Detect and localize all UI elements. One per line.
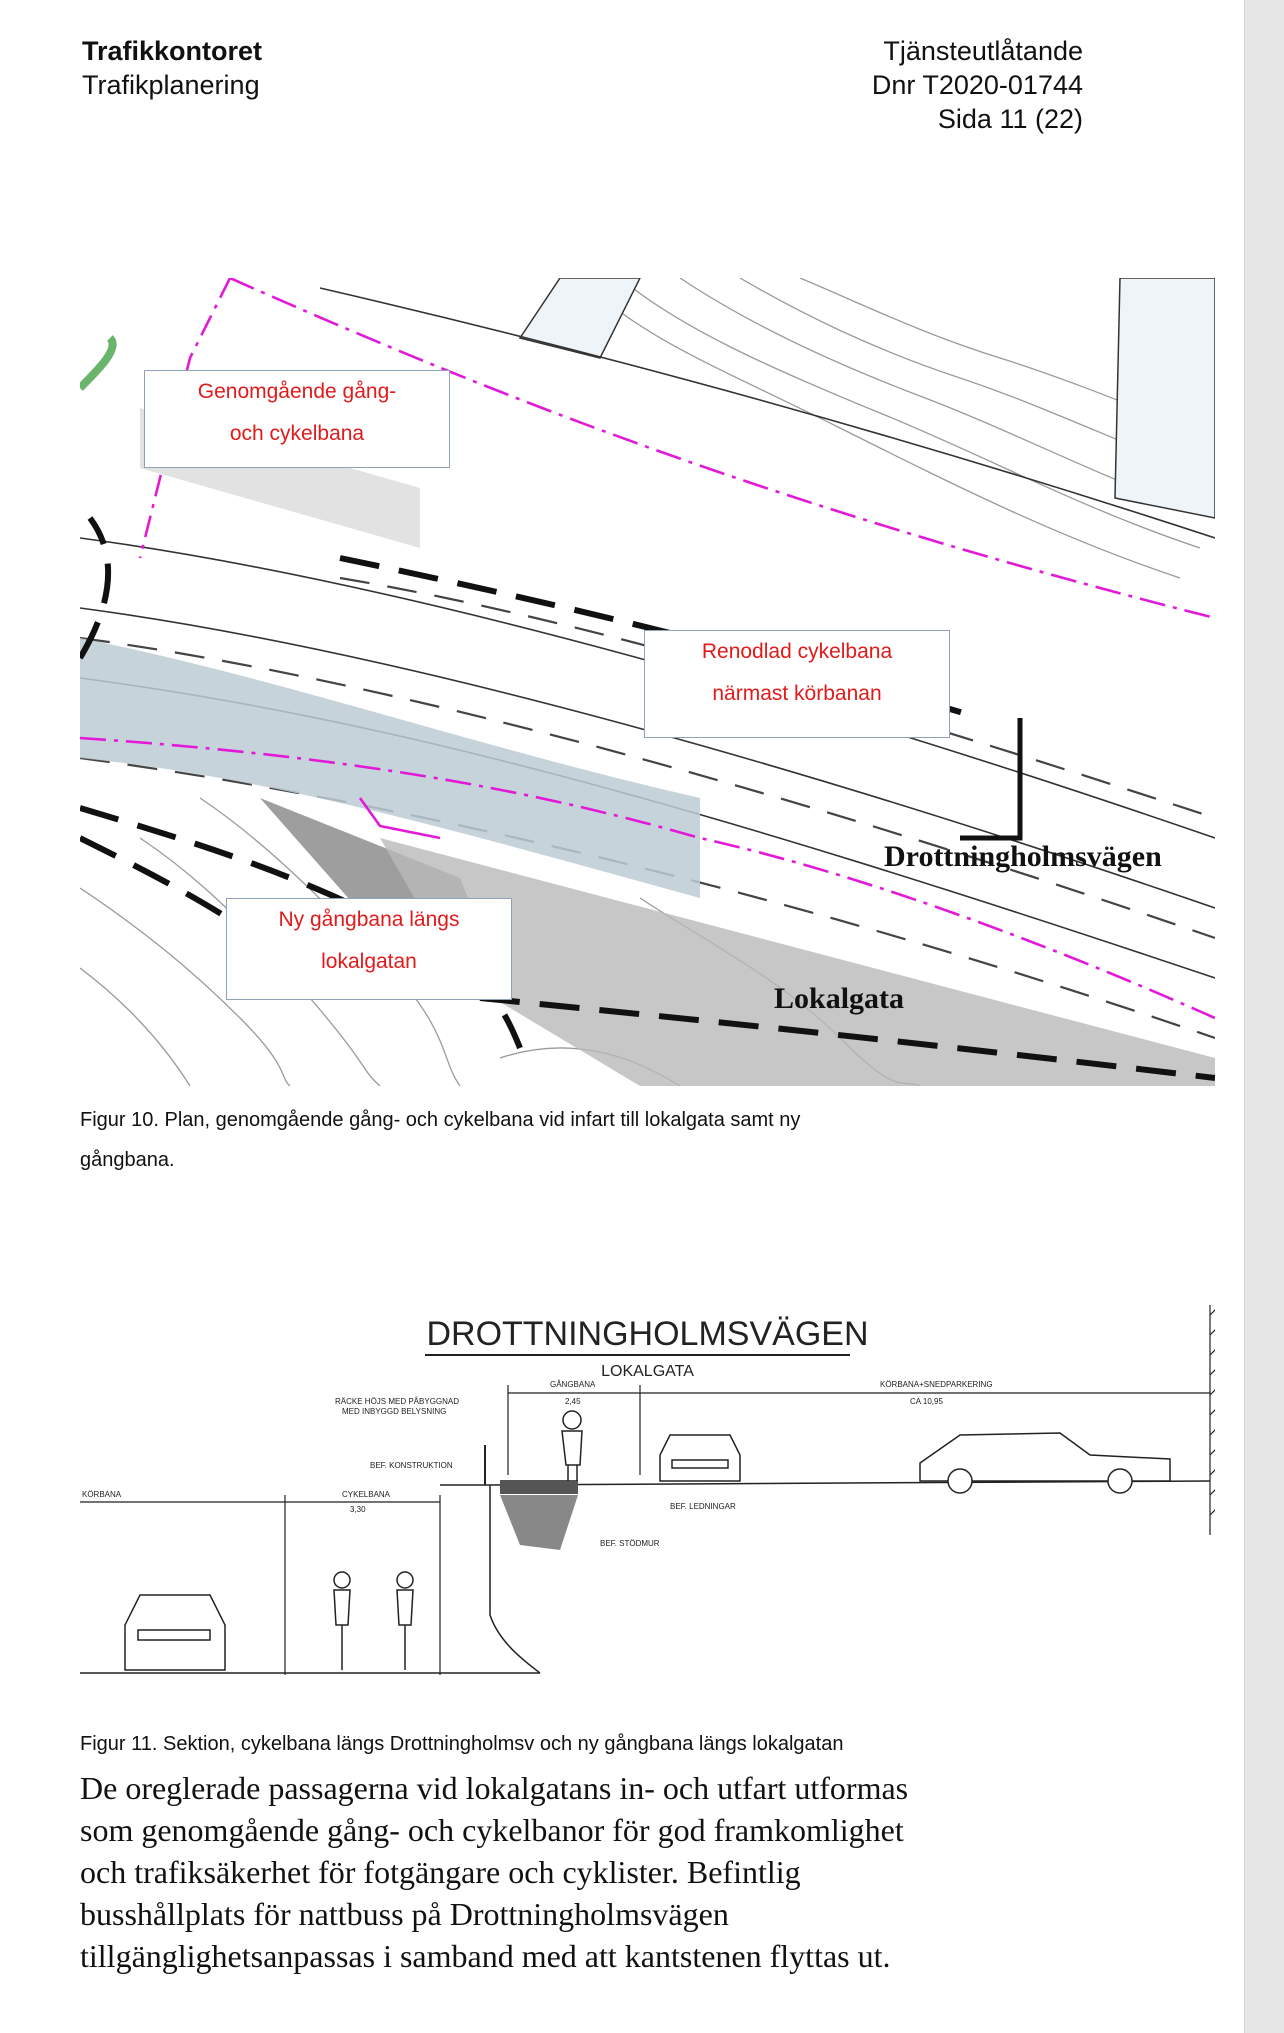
utility-fill [500,1495,578,1550]
road-label-local: Lokalgata [774,982,905,1015]
label-konstruktion: BEF. KONSTRUKTION [370,1461,453,1470]
car-front-figure [660,1435,740,1481]
label-ledningar: BEF. LEDNINGAR [670,1502,736,1511]
figure-10-plan-drawing [80,278,1215,1086]
section-title: DROTTNINGHOLMSVÄGEN [426,1315,869,1353]
body-line: som genomgående gång- och cykelbanor för god framkomlighet [80,1812,904,1848]
body-line: De oreglerade passagerna vid lokalgatans in- och utfart utformas [80,1770,909,1806]
callout-new-sidewalk: Ny gångbana längs lokalgatan [226,898,512,1000]
label-racke-2: MED INBYGGD BELYSNING [342,1407,447,1416]
road-label-main: Drottningholmsvägen [884,840,1162,873]
callout-through-path: Genomgående gång- och cykelbana [144,370,450,468]
label-stodmur: BEF. STÖDMUR [600,1539,660,1548]
curb-block [500,1480,578,1494]
label-racke: RÄCKE HÖJS MED PÅBYGGNAD [335,1397,460,1406]
pedestrian-figure [562,1411,582,1481]
label-gangbana: GÅNGBANA [550,1380,596,1389]
body-line: tillgänglighetsanpassas i samband med att kantstenen flyttas ut. [80,1938,891,1974]
section-subtitle: LOKALGATA [601,1363,694,1380]
label-gangbana-width: 2,45 [565,1397,581,1406]
car-side-figure [920,1433,1170,1493]
label-cykelbana-width: 3,30 [350,1505,366,1514]
header-left [82,34,262,102]
header-right [872,34,1083,136]
department: Trafikplanering [82,70,260,100]
label-korbana-parkering: KÖRBANA+SNEDPARKERING [880,1380,993,1389]
page-number: Sida 11 (22) [937,104,1083,134]
figure-11-caption: Figur 11. Sektion, cykelbana längs Drottningholmsv och ny gångbana längs lokalgatan [80,1733,844,1755]
suv-figure [125,1595,225,1670]
figure-10-caption: Figur 10. Plan, genomgående gång- och cykelbana vid infart till lokalgata samt ny gångbana. [80,1109,801,1171]
body-line: busshållplats för nattbuss på Drottningholmsvägen [80,1896,729,1932]
body-line: och trafiksäkerhet för fotgängare och cyklister. Befintlig [80,1854,801,1890]
label-korbana-parkering-width: CA 10,95 [910,1397,943,1406]
cyclist-figures [334,1572,413,1670]
scrollbar[interactable] [1244,0,1284,2033]
ground-lines [80,1481,1210,1673]
callout-bike-lane: Renodlad cykelbana närmast körbanan [644,630,950,738]
label-cykelbana: CYKELBANA [342,1490,391,1499]
dimension-lines [80,1385,1210,1675]
figure-11-section-drawing [80,1285,1215,1705]
document-type: Tjänsteutlåtande [883,36,1083,66]
registration-number: Dnr T2020-01744 [871,70,1083,100]
org-name: Trafikkontoret [82,36,263,66]
body-paragraph [80,1767,1090,1977]
label-korbana: KÖRBANA [82,1490,122,1499]
